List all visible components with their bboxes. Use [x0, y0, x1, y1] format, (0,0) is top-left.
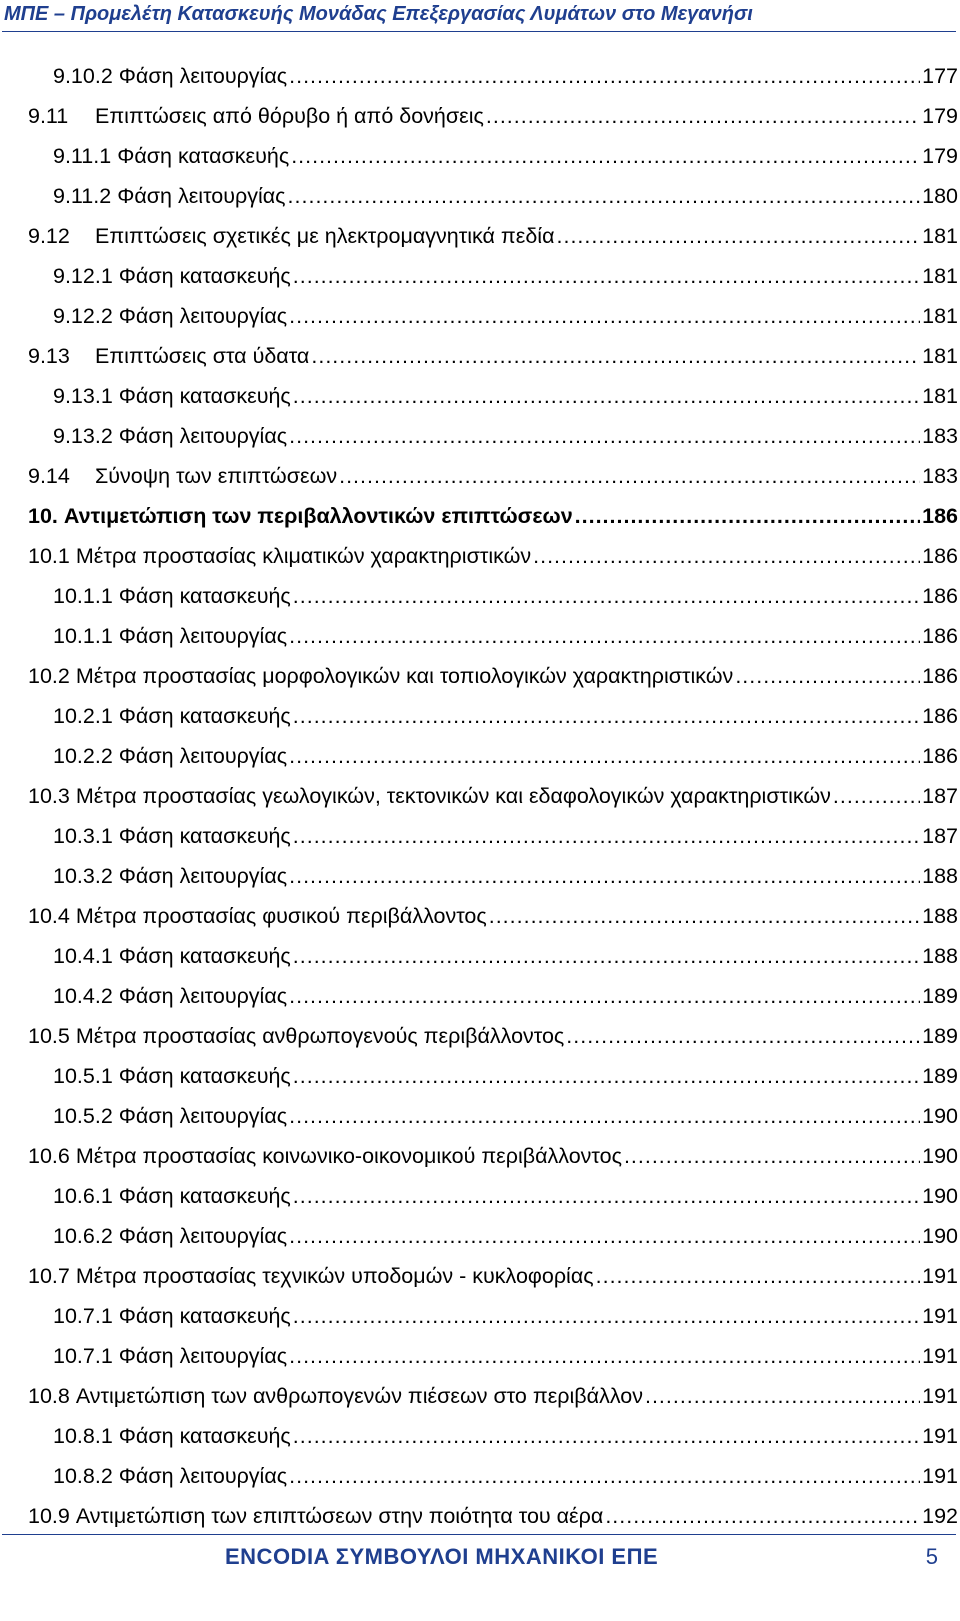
toc-entry-page: 190 — [922, 1104, 958, 1128]
toc-dot-leader — [489, 896, 920, 936]
toc-entry-page: 189 — [922, 984, 958, 1008]
toc-dot-leader — [289, 856, 920, 896]
toc-entry-page: 191 — [922, 1384, 958, 1408]
toc-entry[interactable] — [28, 776, 958, 816]
toc-entry-number: 10.9 — [28, 1504, 70, 1528]
page-footer — [0, 1534, 960, 1621]
toc-entry-number: 10.2.1 — [53, 704, 113, 728]
toc-entry[interactable] — [28, 856, 958, 896]
toc-entry-title: Φάση λειτουργίας — [118, 424, 288, 448]
toc-entry-page: 179 — [922, 104, 958, 128]
toc-entry-number: 9.11.1 — [53, 144, 112, 168]
toc-entry-number: 10.7.1 — [53, 1304, 113, 1328]
toc-dot-leader — [311, 336, 920, 376]
toc-entry-number: 10.3.2 — [53, 864, 113, 888]
company-name: ENCODIA ΣΥΜΒΟΥΛΟΙ ΜΗΧΑΝΙΚΟΙ ΕΠΕ — [225, 1544, 659, 1569]
toc-dot-leader — [289, 1216, 920, 1256]
toc-entry-title: Φάση λειτουργίας — [117, 184, 286, 208]
toc-entry-page: 183 — [922, 424, 958, 448]
toc-entry[interactable] — [28, 336, 958, 376]
toc-dot-leader — [289, 976, 920, 1016]
toc-entry[interactable] — [28, 56, 958, 96]
toc-entry-page: 181 — [922, 304, 958, 328]
toc-entry-page: 181 — [922, 264, 958, 288]
toc-dot-leader — [833, 776, 920, 816]
toc-dot-leader — [605, 1496, 920, 1536]
toc-entry-title: Φάση κατασκευής — [118, 824, 291, 848]
toc-entry-title: Αντιμετώπιση των ανθρωπογενών πιέσεων στο περιβάλλον — [75, 1384, 643, 1408]
toc-dot-leader — [293, 256, 920, 296]
toc-entry-number: 10.5.2 — [53, 1104, 113, 1128]
toc-entry-title: Επιπτώσεις σχετικές με ηλεκτρομαγνητικά πεδία — [95, 224, 555, 248]
toc-entry-title: Μέτρα προστασίας φυσικού περιβάλλοντος — [75, 904, 487, 928]
toc-entry-number: 9.11.2 — [53, 184, 112, 208]
toc-entry-number: 10.7.1 — [53, 1344, 113, 1368]
toc-entry-number: 9.10.2 — [53, 64, 113, 88]
toc-dot-leader — [596, 1256, 921, 1296]
toc-dot-leader — [293, 936, 920, 976]
toc-entry-number: 10.4 — [28, 904, 70, 928]
toc-entry[interactable] — [28, 896, 958, 936]
toc-entry-title: Φάση λειτουργίας — [118, 864, 288, 888]
toc-entry-page: 186 — [922, 704, 958, 728]
toc-entry[interactable] — [28, 376, 958, 416]
toc-entry[interactable] — [28, 296, 958, 336]
toc-entry[interactable] — [28, 656, 958, 696]
toc-dot-leader — [293, 816, 920, 856]
toc-dot-leader — [533, 536, 920, 576]
toc-dot-leader — [339, 456, 920, 496]
toc-entry-number: 9.11 — [28, 104, 69, 128]
toc-entry-page: 189 — [922, 1064, 958, 1088]
toc-entry[interactable] — [28, 1336, 958, 1376]
toc-dot-leader — [293, 1296, 920, 1336]
toc-entry-number: 10.6.2 — [53, 1224, 113, 1248]
toc-entry-page: 191 — [922, 1344, 958, 1368]
toc-entry-page: 186 — [922, 664, 958, 688]
toc-entry-number: 10.1.1 — [53, 584, 113, 608]
toc-entry-title: Φάση κατασκευής — [118, 944, 291, 968]
toc-dot-leader — [293, 376, 920, 416]
toc-entry-number: 10.4.1 — [53, 944, 113, 968]
toc-entry-page: 186 — [922, 744, 958, 768]
toc-dot-leader — [293, 1416, 920, 1456]
toc-entry-title: Φάση λειτουργίας — [118, 1104, 288, 1128]
toc-entry[interactable] — [28, 736, 958, 776]
toc-entry[interactable] — [28, 576, 958, 616]
page-number: 5 — [925, 1544, 938, 1569]
toc-entry-number: 10.6.1 — [53, 1184, 113, 1208]
toc-chapter-entry[interactable] — [28, 496, 958, 536]
toc-dot-leader — [735, 656, 920, 696]
toc-entry-page: 190 — [922, 1224, 958, 1248]
toc-dot-leader — [289, 416, 920, 456]
toc-entry-number: 10.8 — [28, 1384, 70, 1408]
toc-entry-title: Φάση λειτουργίας — [118, 624, 288, 648]
toc-entry-page: 188 — [922, 904, 958, 928]
page-header — [0, 0, 960, 32]
toc-entry[interactable] — [28, 416, 958, 456]
document-title: ΜΠΕ – Προμελέτη Κατασκευής Μονάδας Επεξεργασίας Λυμάτων στο Μεγανήσι — [4, 3, 753, 25]
toc-entry-title: Φάση κατασκευής — [118, 704, 291, 728]
toc-entry-number: 9.12.2 — [53, 304, 113, 328]
toc-entry-title: Φάση λειτουργίας — [118, 744, 288, 768]
toc-entry[interactable] — [28, 816, 958, 856]
toc-entry-number: 10.3.1 — [53, 824, 113, 848]
toc-entry-number: 10.4.2 — [53, 984, 113, 1008]
toc-entry-number: 10.3 — [28, 784, 70, 808]
toc-entry[interactable] — [28, 136, 958, 176]
toc-entry-page: 186 — [922, 584, 958, 608]
toc-dot-leader — [289, 296, 920, 336]
toc-entry-page: 191 — [922, 1424, 958, 1448]
toc-entry-page: 179 — [922, 144, 958, 168]
toc-entry-title: Μέτρα προστασίας γεωλογικών, τεκτονικών και εδαφολογικών χαρακτηριστικών — [75, 784, 831, 808]
toc-entry-title: Φάση λειτουργίας — [118, 984, 288, 1008]
toc-entry[interactable] — [28, 696, 958, 736]
toc-entry-number: 10.7 — [28, 1264, 70, 1288]
toc-entry-title: Φάση κατασκευής — [118, 1064, 291, 1088]
toc-entry-title: Μέτρα προστασίας τεχνικών υποδομών - κυκλοφορίας — [75, 1264, 594, 1288]
toc-entry-page: 183 — [922, 464, 958, 488]
toc-entry-page: 187 — [922, 784, 958, 808]
toc-entry-number: 9.13.2 — [53, 424, 113, 448]
toc-entry-title: Φάση κατασκευής — [118, 1304, 291, 1328]
toc-entry-page: 186 — [922, 624, 958, 648]
toc-entry[interactable] — [28, 1096, 958, 1136]
toc-entry[interactable] — [28, 1256, 958, 1296]
toc-entry-page: 191 — [922, 1264, 958, 1288]
toc-entry-number: 10.8.1 — [53, 1424, 113, 1448]
header-divider — [2, 31, 956, 32]
toc-entry[interactable] — [28, 216, 958, 256]
toc-entry-page: 181 — [922, 384, 958, 408]
toc-entry-number: 9.14 — [28, 464, 70, 488]
toc-entry[interactable] — [28, 1056, 958, 1096]
toc-entry-number: 9.13 — [28, 344, 70, 368]
toc-entry-page: 187 — [922, 824, 958, 848]
toc-entry-page: 190 — [922, 1184, 958, 1208]
toc-entry-title: Επιπτώσεις στα ύδατα — [95, 344, 310, 368]
toc-dot-leader — [293, 696, 920, 736]
toc-dot-leader — [289, 736, 920, 776]
toc-entry-number: 9.12 — [28, 224, 70, 248]
toc-entry-page: 188 — [922, 864, 958, 888]
toc-entry-page: 191 — [922, 1304, 958, 1328]
toc-entry-number: 10.2.2 — [53, 744, 113, 768]
toc-entry-page: 186 — [922, 504, 958, 528]
toc-entry[interactable] — [28, 1176, 958, 1216]
toc-entry[interactable] — [28, 1416, 958, 1456]
toc-dot-leader — [293, 1056, 920, 1096]
toc-entry-number: 10.8.2 — [53, 1464, 113, 1488]
toc-entry[interactable] — [28, 256, 958, 296]
toc-entry-number: 9.12.1 — [53, 264, 113, 288]
toc-dot-leader — [288, 176, 921, 216]
footer-divider — [2, 1534, 956, 1535]
toc-entry[interactable] — [28, 1456, 958, 1496]
toc-entry-page: 180 — [922, 184, 958, 208]
toc-entry-title: Επιπτώσεις από θόρυβο ή από δονήσεις — [95, 104, 484, 128]
toc-dot-leader — [645, 1376, 920, 1416]
toc-entry-title: Φάση λειτουργίας — [118, 1464, 288, 1488]
toc-entry[interactable] — [28, 456, 958, 496]
toc-dot-leader — [289, 1456, 920, 1496]
toc-dot-leader — [289, 1096, 920, 1136]
toc-entry[interactable] — [28, 536, 958, 576]
toc-entry-number: 10.5.1 — [53, 1064, 113, 1088]
toc-entry-title: Φάση λειτουργίας — [118, 1344, 288, 1368]
toc-dot-leader — [566, 1016, 920, 1056]
toc-entry-title: Φάση λειτουργίας — [118, 1224, 288, 1248]
toc-dot-leader — [291, 136, 920, 176]
toc-entry-title: Μέτρα προστασίας ανθρωπογενούς περιβάλλοντος — [75, 1024, 565, 1048]
toc-entry-title: Μέτρα προστασίας κλιματικών χαρακτηριστικών — [75, 544, 532, 568]
toc-entry[interactable] — [28, 1216, 958, 1256]
toc-entry-page: 181 — [922, 344, 958, 368]
toc-dot-leader — [557, 216, 921, 256]
toc-entry-number: 9.13.1 — [53, 384, 113, 408]
toc-entry-page: 186 — [922, 544, 958, 568]
toc-entry-title: Φάση λειτουργίας — [118, 64, 288, 88]
toc-entry-page: 192 — [922, 1504, 958, 1528]
toc-entry[interactable] — [28, 976, 958, 1016]
toc-dot-leader — [289, 1336, 920, 1376]
toc-entry-title: Αντιμετώπιση των περιβαλλοντικών επιπτώσεων — [63, 504, 573, 528]
toc-entry[interactable] — [28, 1136, 958, 1176]
toc-dot-leader — [575, 496, 920, 536]
toc-entry-page: 177 — [922, 64, 958, 88]
toc-entry-number: 10.5 — [28, 1024, 70, 1048]
toc-dot-leader — [289, 56, 920, 96]
toc-dot-leader — [624, 1136, 920, 1176]
toc-entry[interactable] — [28, 1016, 958, 1056]
toc-entry[interactable] — [28, 1296, 958, 1336]
toc-entry-page: 190 — [922, 1144, 958, 1168]
toc-entry[interactable] — [28, 1496, 958, 1536]
toc-dot-leader — [293, 576, 920, 616]
toc-entry-number: 10.1.1 — [53, 624, 113, 648]
toc-entry-page: 188 — [922, 944, 958, 968]
toc-entry-page: 181 — [922, 224, 958, 248]
toc-entry-page: 189 — [922, 1024, 958, 1048]
toc-entry-title: Μέτρα προστασίας κοινωνικο-οικονομικού περιβάλλοντος — [75, 1144, 622, 1168]
toc-entry-number: 10.6 — [28, 1144, 70, 1168]
toc-entry[interactable] — [28, 176, 958, 216]
toc-entry-title: Σύνοψη των επιπτώσεων — [95, 464, 338, 488]
toc-entry-page: 191 — [922, 1464, 958, 1488]
toc-entry[interactable] — [28, 616, 958, 656]
toc-entry-title: Φάση κατασκευής — [118, 584, 291, 608]
toc-entry-title: Φάση κατασκευής — [118, 384, 291, 408]
toc-entry-title: Φάση κατασκευής — [118, 264, 291, 288]
table-of-contents — [28, 56, 958, 1536]
toc-dot-leader — [486, 96, 920, 136]
toc-entry-number: 10.2 — [28, 664, 70, 688]
toc-entry[interactable] — [28, 1376, 958, 1416]
toc-entry-title: Φάση λειτουργίας — [118, 304, 288, 328]
toc-entry-title: Μέτρα προστασίας μορφολογικών και τοπιολογικών χαρακτηριστικών — [75, 664, 734, 688]
toc-entry-title: Φάση κατασκευής — [117, 144, 290, 168]
toc-entry-title: Φάση κατασκευής — [118, 1424, 291, 1448]
toc-entry-title: Φάση κατασκευής — [118, 1184, 291, 1208]
toc-entry-number: 10.1 — [28, 544, 70, 568]
toc-dot-leader — [289, 616, 920, 656]
toc-entry[interactable] — [28, 936, 958, 976]
toc-entry[interactable] — [28, 96, 958, 136]
toc-entry-title: Αντιμετώπιση των επιπτώσεων στην ποιότητα του αέρα — [75, 1504, 604, 1528]
toc-entry-number: 10. — [28, 504, 58, 528]
toc-dot-leader — [293, 1176, 920, 1216]
